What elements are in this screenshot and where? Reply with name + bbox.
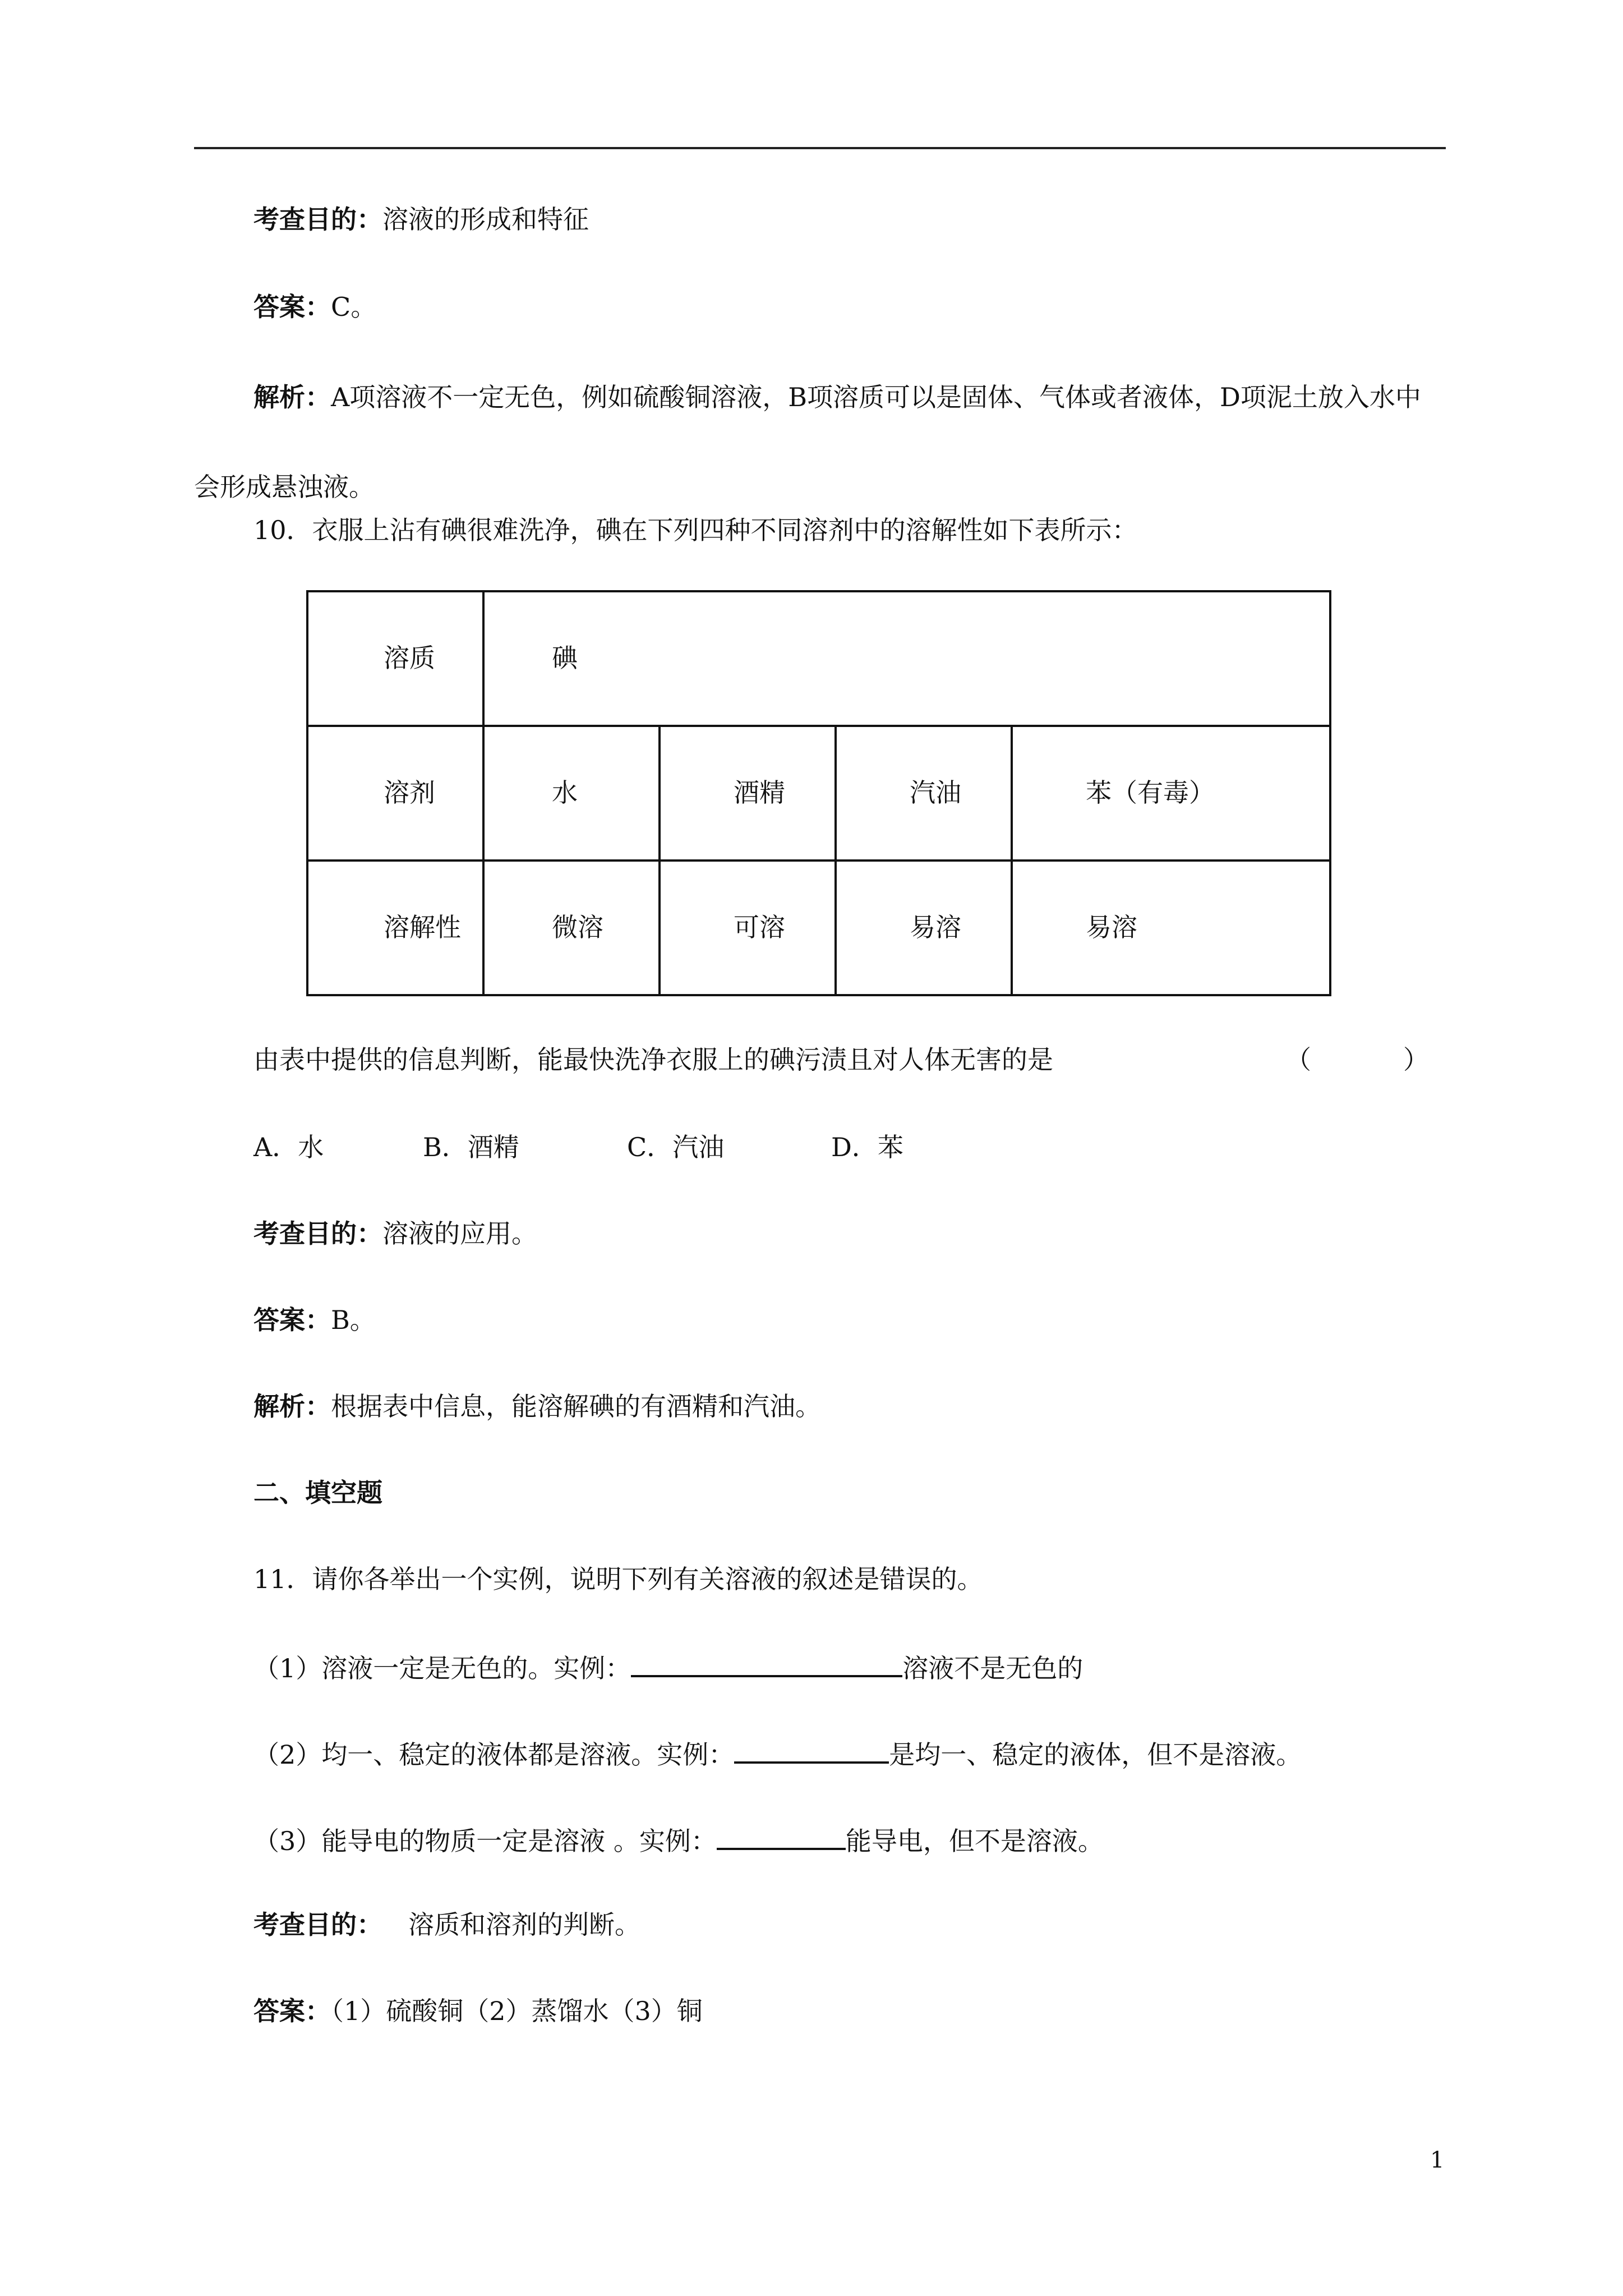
table-row (307, 591, 1330, 726)
option-d: D．苯 (831, 1132, 903, 1162)
purpose-label: 考查目的： (253, 1910, 382, 1940)
fill-item-prefix: （1）溶液一定是无色的。实例： (253, 1653, 631, 1683)
solvent-cell: 苯（有毒） (1012, 726, 1330, 861)
answer-paren-right: ） (1403, 1045, 1429, 1075)
fill-item-suffix: 溶液不是无色的 (902, 1653, 1083, 1683)
option-a: A．水 (253, 1132, 324, 1162)
question-11-stem: 11．请你各举出一个实例，说明下列有关溶液的叙述是错误的。 (253, 1564, 983, 1594)
purpose-label: 考查目的： (253, 1218, 382, 1249)
analysis-label: 解析： (253, 1391, 331, 1421)
analysis-line-10 (253, 1390, 821, 1424)
header-rule (194, 147, 1446, 149)
solubility-cell: 易溶 (1012, 861, 1330, 995)
answer-label: 答案： (253, 292, 331, 322)
solvent-cell: 汽油 (836, 726, 1012, 861)
answer-label: 答案： (253, 1996, 331, 2026)
solubility-header-cell: 溶解性 (307, 861, 483, 995)
question-10-stem: 10．衣服上沾有碘很难洗净，碘在下列四种不同溶剂中的溶解性如下表所示： (253, 515, 1138, 545)
fill-item-1 (253, 1649, 1083, 1686)
purpose-text: 溶液的形成和特征 (382, 204, 589, 234)
answer-blank-1[interactable] (631, 1649, 902, 1677)
answer-text: C。 (331, 292, 377, 322)
answer-line-1 (253, 291, 376, 324)
purpose-text: 溶质和溶剂的判断。 (408, 1910, 640, 1940)
answer-line-11 (253, 1995, 703, 2028)
answer-label: 答案： (253, 1305, 331, 1335)
page-number: 1 (1430, 2147, 1445, 2173)
fill-item-suffix: 能导电，但不是溶液。 (845, 1826, 1104, 1856)
purpose-label: 考查目的： (253, 204, 382, 234)
option-c: C．汽油 (627, 1132, 725, 1162)
analysis-text: A项溶液不一定无色，例如硫酸铜溶液，B项溶质可以是固体、气体或者液体，D项泥土放入水中会形成悬浊液。 (194, 382, 1421, 502)
purpose-line-11 (253, 1908, 640, 1942)
table-row (307, 726, 1330, 861)
solubility-cell: 易溶 (836, 861, 1012, 995)
answer-text: （1）硫酸铜（2）蒸馏水（3）铜 (331, 1996, 703, 2026)
solubility-cell: 可溶 (660, 861, 836, 995)
section-title: 二、填空题 (253, 1478, 382, 1508)
purpose-text: 溶液的应用。 (382, 1218, 537, 1249)
fill-item-2 (253, 1736, 1302, 1772)
answer-blank-2[interactable] (734, 1736, 889, 1764)
fill-item-suffix: 是均一、稳定的液体，但不是溶液。 (889, 1740, 1302, 1770)
solubility-table (306, 590, 1331, 996)
question-10-prompt: 由表中提供的信息判断，能最快洗净衣服上的碘污渍且对人体无害的是 (253, 1045, 1053, 1075)
analysis-text: 根据表中信息，能溶解碘的有酒精和汽油。 (331, 1391, 821, 1421)
solvent-header-cell: 溶剂 (307, 726, 483, 861)
solvent-cell: 酒精 (660, 726, 836, 861)
answer-paren-left: （ (1285, 1045, 1311, 1075)
solute-value-cell: 碘 (483, 591, 1330, 726)
option-b: B．酒精 (423, 1132, 519, 1162)
solubility-cell: 微溶 (483, 861, 660, 995)
purpose-line-1 (253, 203, 589, 237)
purpose-line-10 (253, 1217, 537, 1251)
solvent-cell: 水 (483, 726, 660, 861)
fill-item-prefix: （3）能导电的物质一定是溶液 。实例： (253, 1826, 717, 1856)
fill-item-prefix: （2）均一、稳定的液体都是溶液。实例： (253, 1740, 735, 1770)
fill-item-3 (253, 1822, 1104, 1858)
answer-text: B。 (331, 1305, 376, 1335)
answer-blank-3[interactable] (717, 1822, 846, 1850)
solute-header-cell: 溶质 (307, 591, 483, 726)
analysis-paragraph-1 (194, 352, 1446, 532)
table-row (307, 861, 1330, 995)
answer-line-10 (253, 1304, 376, 1337)
analysis-label: 解析： (253, 382, 331, 412)
